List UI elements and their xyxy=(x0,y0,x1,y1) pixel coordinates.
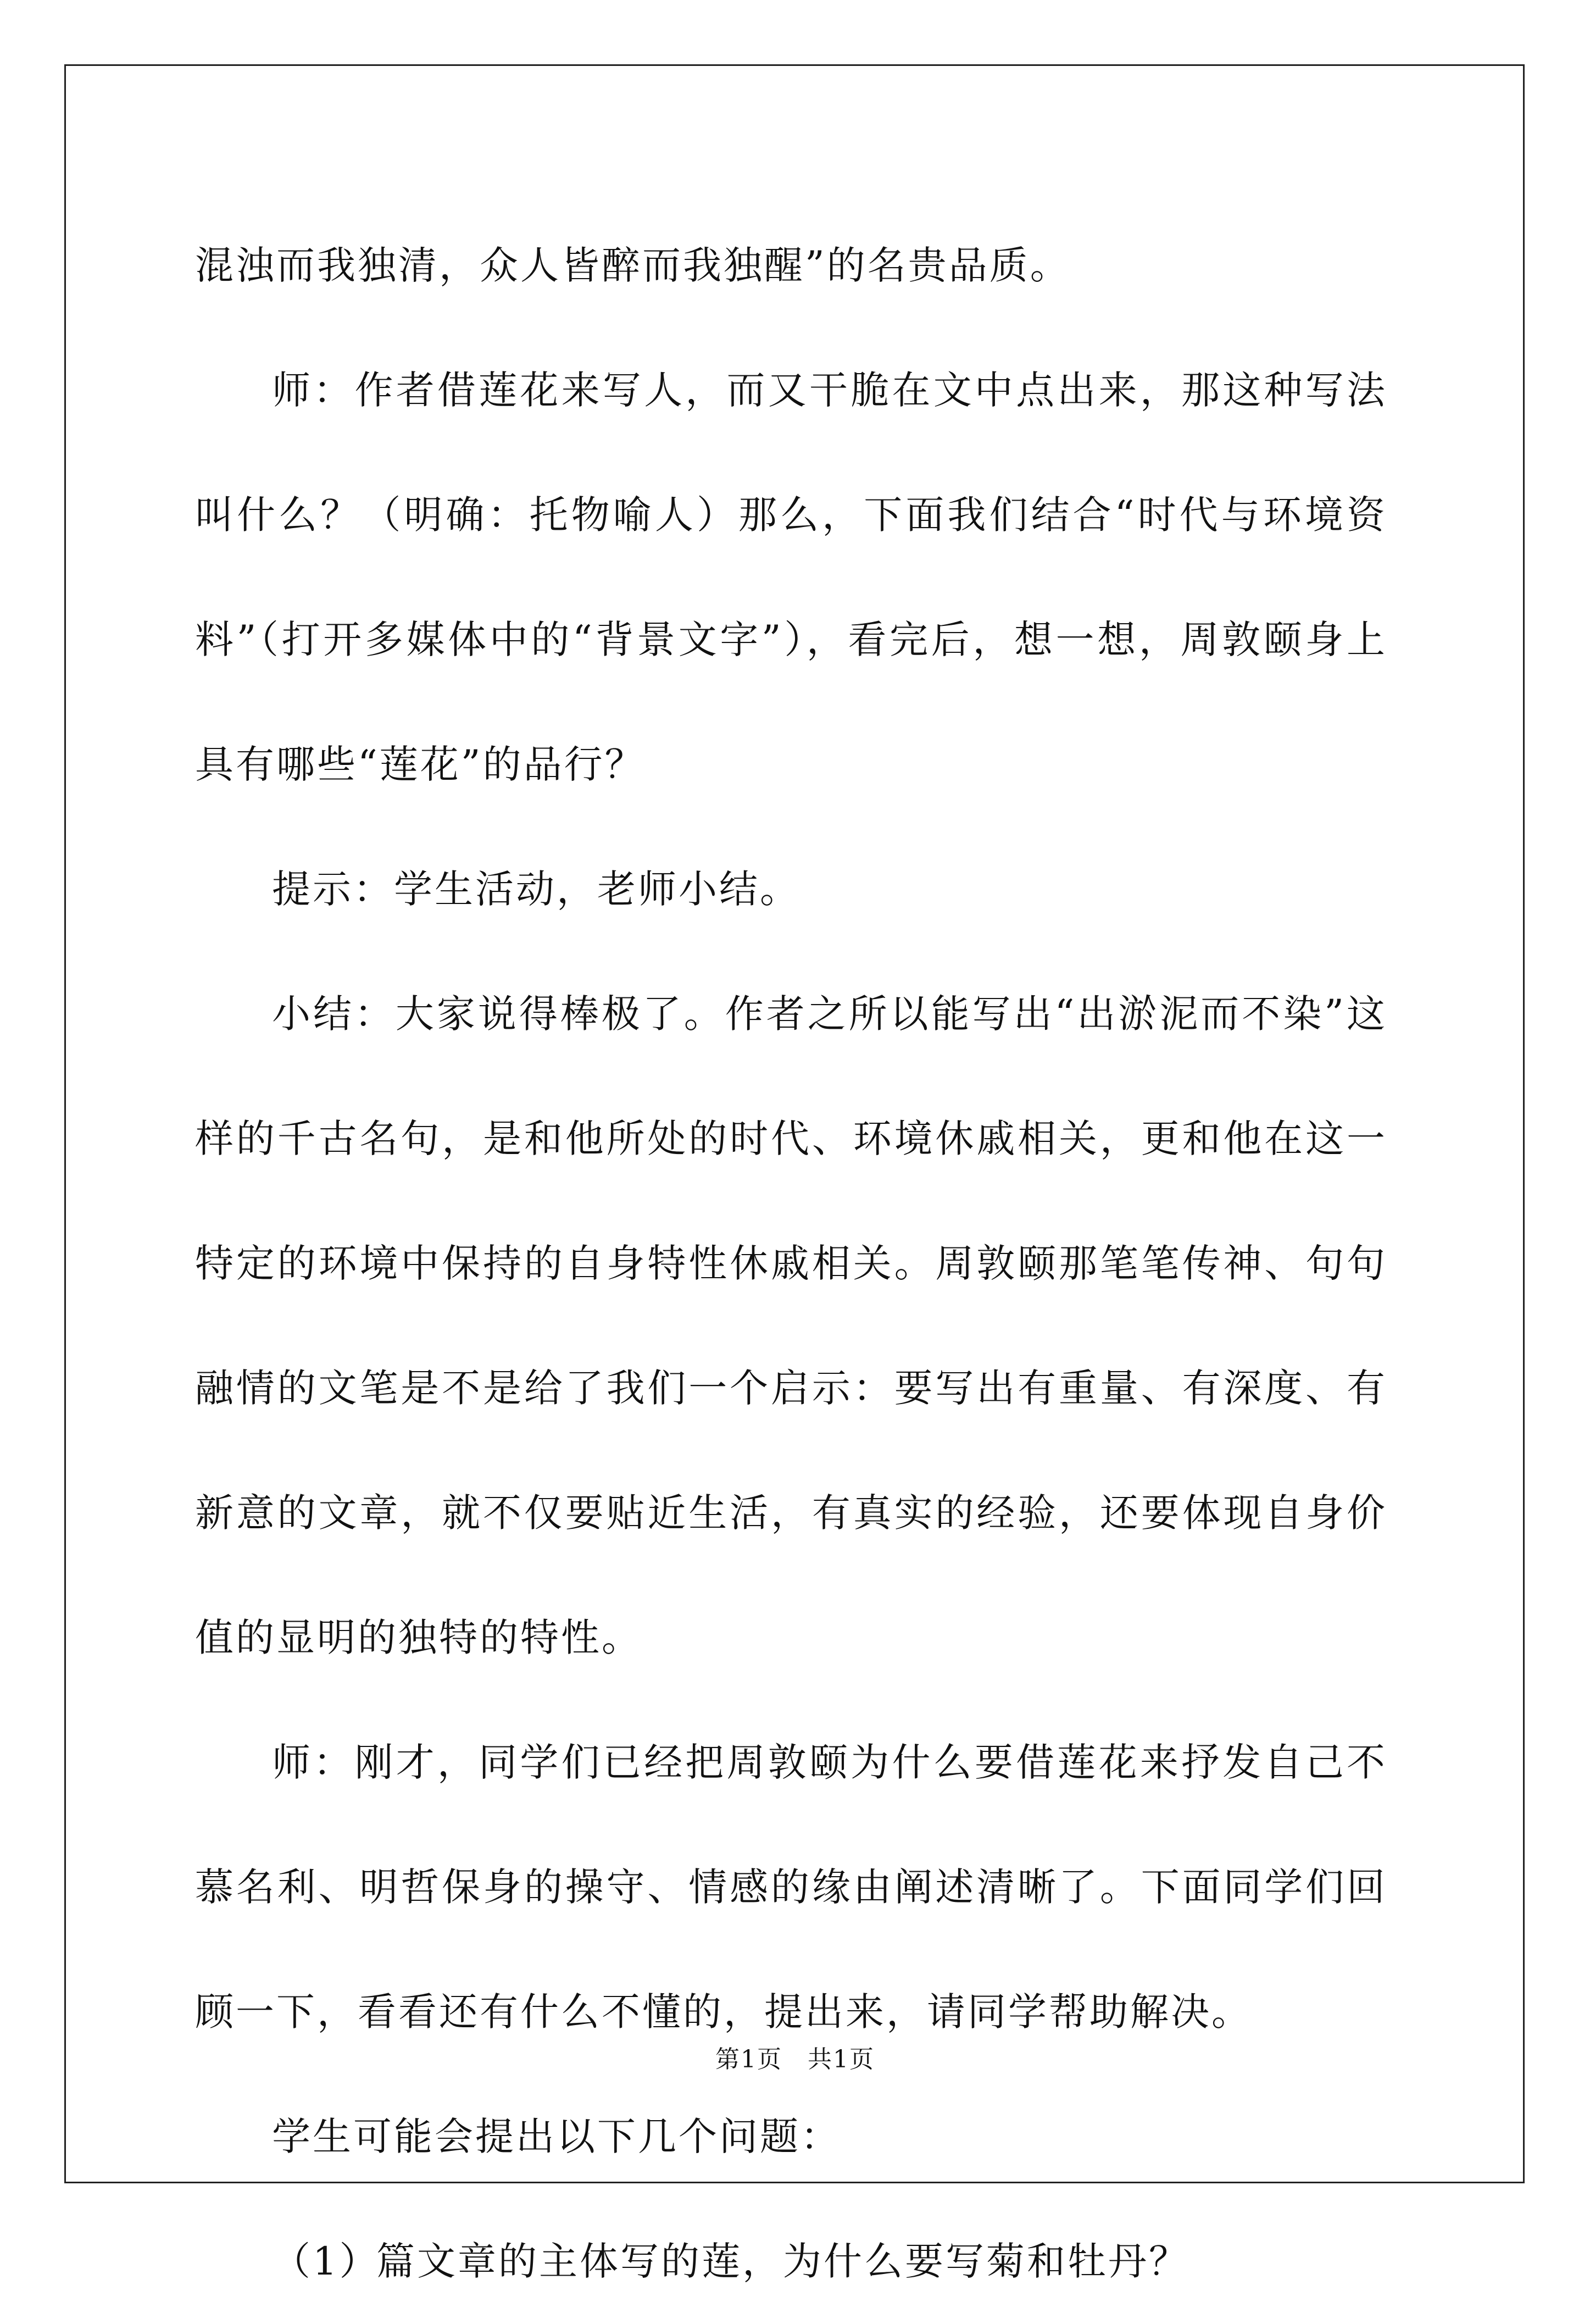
document-body xyxy=(195,203,1387,2324)
paragraph-1: 混浊而我独清，众人皆醉而我独醒”的名贵品质。 xyxy=(195,243,1071,288)
paragraph-2: 师：作者借莲花来写人，而又干脆在文中点出来，那这种写法叫什么？（明确：托物喻人）那么，下面我们结合“时代与环境资料”（打开多媒体中的“背景文字”），看完后，想一想，周敦颐身上具有哪些“莲花”的品行？ xyxy=(195,368,1387,787)
paragraph-3: 提示：学生活动，老师小结。 xyxy=(272,867,800,912)
paragraph-4: 小结：大家说得棒极了。作者之所以能写出“出淤泥而不染”这样的千古名句，是和他所处的时代、环境休戚相关，更和他在这一特定的环境中保持的自身特性休戚相关。周敦颐那笔笔传神、句句融情的文笔是不是给了我们一个启示：要写出有重量、有深度、有新意的文章，就不仅要贴近生活，有真实的经验，还要体现自身价值的显明的独特的特性。 xyxy=(195,991,1387,1660)
list-item-text: 篇文章的主体写的莲，为什么要写菊和牡丹？ xyxy=(376,2239,1189,2284)
page-number-footer: 第1页 共1页 xyxy=(715,2045,875,2073)
list-item xyxy=(195,2199,1387,2324)
list-item-number: （1） xyxy=(272,2239,380,2284)
paragraph-6: 学生可能会提出以下几个问题： xyxy=(272,2114,841,2159)
paragraph-5: 师：刚才，同学们已经把周敦颐为什么要借莲花来抒发自己不慕名利、明哲保身的操守、情感的缘由阐述清晰了。下面同学们回顾一下，看看还有什么不懂的，提出来，请同学帮助解决。 xyxy=(195,1740,1387,2034)
